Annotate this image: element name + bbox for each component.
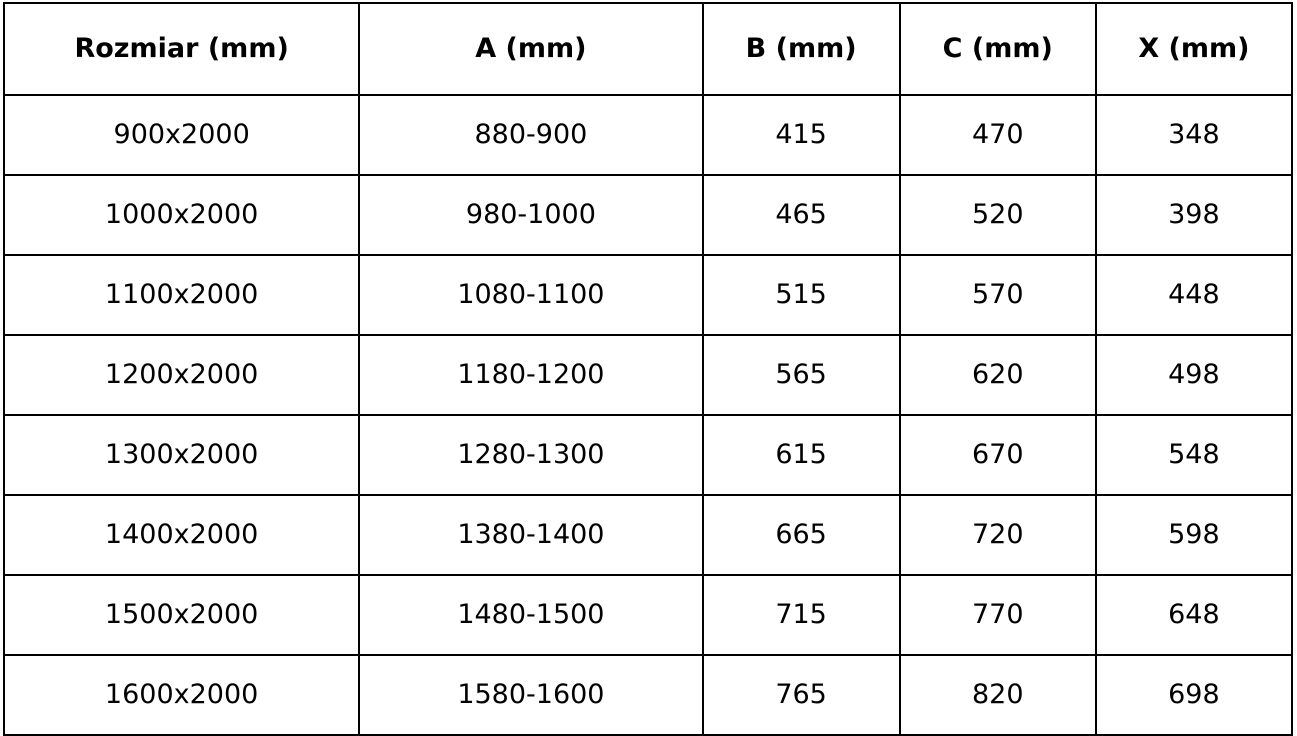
cell-a: 980-1000 xyxy=(359,175,702,255)
table-body xyxy=(4,95,1292,735)
column-header-c: C (mm) xyxy=(900,3,1096,95)
cell-x: 448 xyxy=(1096,255,1292,335)
table-row xyxy=(4,175,1292,255)
cell-rozmiar: 1000x2000 xyxy=(4,175,359,255)
cell-rozmiar: 1300x2000 xyxy=(4,415,359,495)
column-header-a: A (mm) xyxy=(359,3,702,95)
cell-c: 520 xyxy=(900,175,1096,255)
cell-b: 715 xyxy=(703,575,900,655)
cell-c: 470 xyxy=(900,95,1096,175)
cell-b: 615 xyxy=(703,415,900,495)
cell-a: 1580-1600 xyxy=(359,655,702,735)
specification-table-container xyxy=(0,2,1297,721)
cell-x: 548 xyxy=(1096,415,1292,495)
table-row xyxy=(4,655,1292,735)
cell-a: 880-900 xyxy=(359,95,702,175)
table-row xyxy=(4,575,1292,655)
cell-rozmiar: 1200x2000 xyxy=(4,335,359,415)
cell-x: 698 xyxy=(1096,655,1292,735)
cell-rozmiar: 1600x2000 xyxy=(4,655,359,735)
cell-a: 1080-1100 xyxy=(359,255,702,335)
cell-a: 1480-1500 xyxy=(359,575,702,655)
cell-b: 765 xyxy=(703,655,900,735)
cell-rozmiar: 1400x2000 xyxy=(4,495,359,575)
cell-a: 1180-1200 xyxy=(359,335,702,415)
table-row xyxy=(4,335,1292,415)
table-row xyxy=(4,255,1292,335)
cell-x: 398 xyxy=(1096,175,1292,255)
cell-b: 415 xyxy=(703,95,900,175)
cell-a: 1380-1400 xyxy=(359,495,702,575)
cell-x: 648 xyxy=(1096,575,1292,655)
specification-table xyxy=(3,2,1293,736)
cell-rozmiar: 1100x2000 xyxy=(4,255,359,335)
cell-c: 620 xyxy=(900,335,1096,415)
cell-rozmiar: 1500x2000 xyxy=(4,575,359,655)
cell-c: 770 xyxy=(900,575,1096,655)
table-header-row xyxy=(4,3,1292,95)
column-header-rozmiar: Rozmiar (mm) xyxy=(4,3,359,95)
cell-c: 570 xyxy=(900,255,1096,335)
cell-c: 720 xyxy=(900,495,1096,575)
table-row xyxy=(4,415,1292,495)
cell-x: 598 xyxy=(1096,495,1292,575)
table-row xyxy=(4,495,1292,575)
column-header-x: X (mm) xyxy=(1096,3,1292,95)
cell-c: 670 xyxy=(900,415,1096,495)
column-header-b: B (mm) xyxy=(703,3,900,95)
cell-b: 465 xyxy=(703,175,900,255)
cell-x: 348 xyxy=(1096,95,1292,175)
table-header xyxy=(4,3,1292,95)
cell-a: 1280-1300 xyxy=(359,415,702,495)
cell-b: 515 xyxy=(703,255,900,335)
cell-rozmiar: 900x2000 xyxy=(4,95,359,175)
table-row xyxy=(4,95,1292,175)
cell-c: 820 xyxy=(900,655,1096,735)
cell-b: 565 xyxy=(703,335,900,415)
cell-b: 665 xyxy=(703,495,900,575)
cell-x: 498 xyxy=(1096,335,1292,415)
